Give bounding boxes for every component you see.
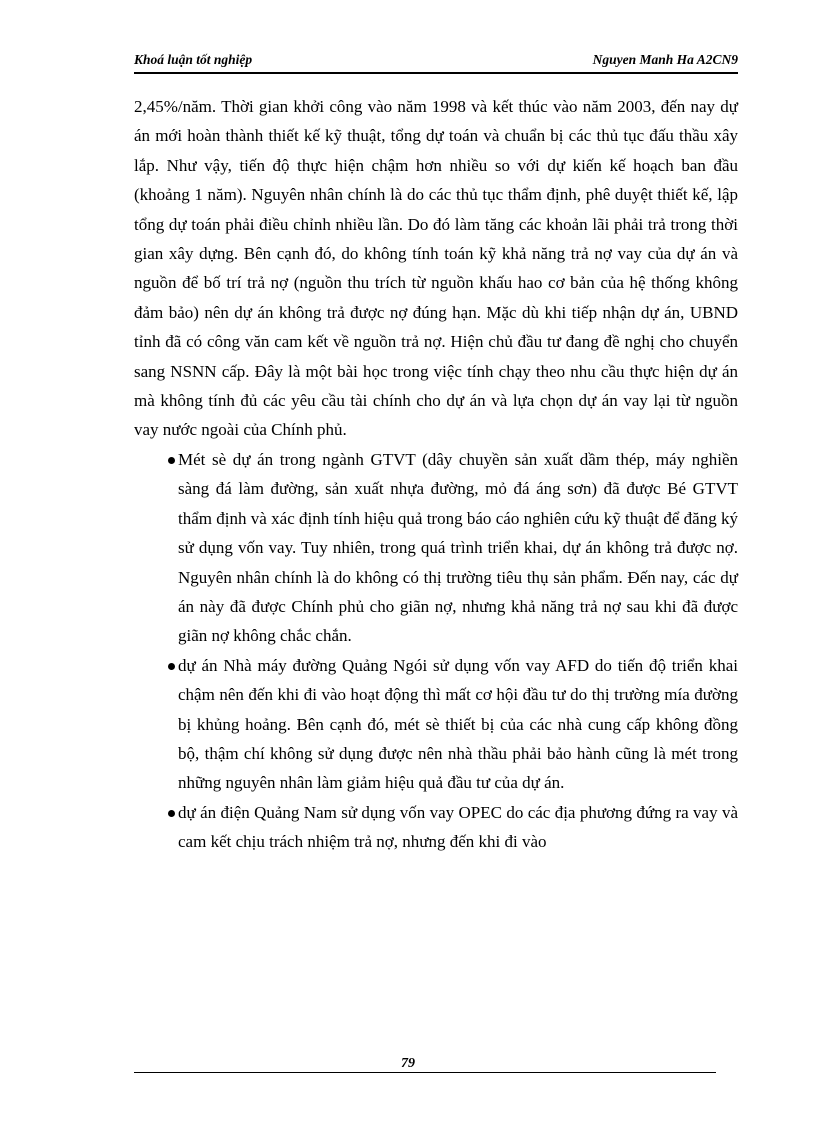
bullet-list [134, 445, 738, 857]
bullet-icon [168, 810, 175, 817]
footer-divider [134, 1072, 716, 1073]
list-item [134, 798, 738, 857]
body-paragraph: 2,45%/năm. Thời gian khởi công vào năm 1998 và kết thúc vào năm 2003, đến nay dự án mới hoàn thành thiết kế kỹ thuật, tổng dự toán và chuẩn bị các thủ tục đấu thầu xây lắp. Như vậy, tiến độ thực hiện chậm hơn nhiều so với dự kiến kế hoạch ban đầu (khoảng 1 năm). Nguyên nhân chính là do các thủ tục thẩm định, phê duyệt thiết kế, lập tổng dự toán phải điều chỉnh nhiều lần. Do đó làm tăng các khoản lãi phải trả trong thời gian xây dựng. Bên cạnh đó, do không tính toán kỹ khả năng trả nợ vay của dự án và nguồn để bố trí trả nợ (nguồn thu trích từ nguồn khấu hao cơ bản của hệ thống không đảm bảo) nên dự án không trả được nợ đúng hạn. Mặc dù khi tiếp nhận dự án, UBND tỉnh đã có công văn cam kết về nguồn trả nợ. Hiện chủ đầu tư đang đề nghị cho chuyển sang NSNN cấp. Đây là một bài học trong việc tính chạy theo nhu cầu thực hiện dự án mà không tính đủ các yêu cầu tài chính cho dự án và lựa chọn dự án vay lại từ nguồn vay nước ngoài của Chính phủ. [134, 97, 738, 440]
header-title: Khoá luận tốt nghiệp [134, 52, 253, 67]
list-item [134, 445, 738, 651]
bullet-text: dự án Nhà máy đường Quảng Ngói sử dụng vốn vay AFD do tiến độ triển khai chậm nên đến khi đi vào hoạt động thì mất cơ hội đầu tư do thị trường mía đường bị khủng hoảng. Bên cạnh đó, mét sè thiết bị của các nhà cung cấp không đồng bộ, thậm chí không sử dụng được nên nhà thầu phải bảo hành cũng là mét trong những nguyên nhân làm giảm hiệu quả đầu tư của dự án. [178, 655, 738, 793]
bullet-text: Mét sè dự án trong ngành GTVT (dây chuyền sản xuất dầm thép, máy nghiền sàng đá làm đường, sản xuất nhựa đường, mỏ đá áng sơn) đã được Bé GTVT thẩm định và xác định tính hiệu quả trong báo cáo nghiên cứu kỹ thuật để đăng ký sử dụng vốn vay. Tuy nhiên, trong quá trình triển khai, dự án không trả được nợ. Nguyên nhân chính là do không có thị trường tiêu thụ sản phẩm. Đến nay, các dự án này đã được Chính phủ cho giãn nợ, nhưng khả năng trả nợ sau khi đã được giãn nợ không chắc chắn. [178, 449, 738, 646]
page-body [134, 92, 738, 857]
page-number: 79 [401, 1056, 415, 1071]
bullet-icon [168, 457, 175, 464]
bullet-icon [168, 663, 175, 670]
header-author: Nguyen Manh Ha A2CN9 [592, 52, 738, 67]
page-header [134, 52, 738, 74]
bullet-text: dự án điện Quảng Nam sử dụng vốn vay OPEC do các địa phương đứng ra vay và cam kết chịu trách nhiệm trả nợ, nhưng đến khi đi vào [178, 802, 738, 852]
list-item [134, 651, 738, 798]
